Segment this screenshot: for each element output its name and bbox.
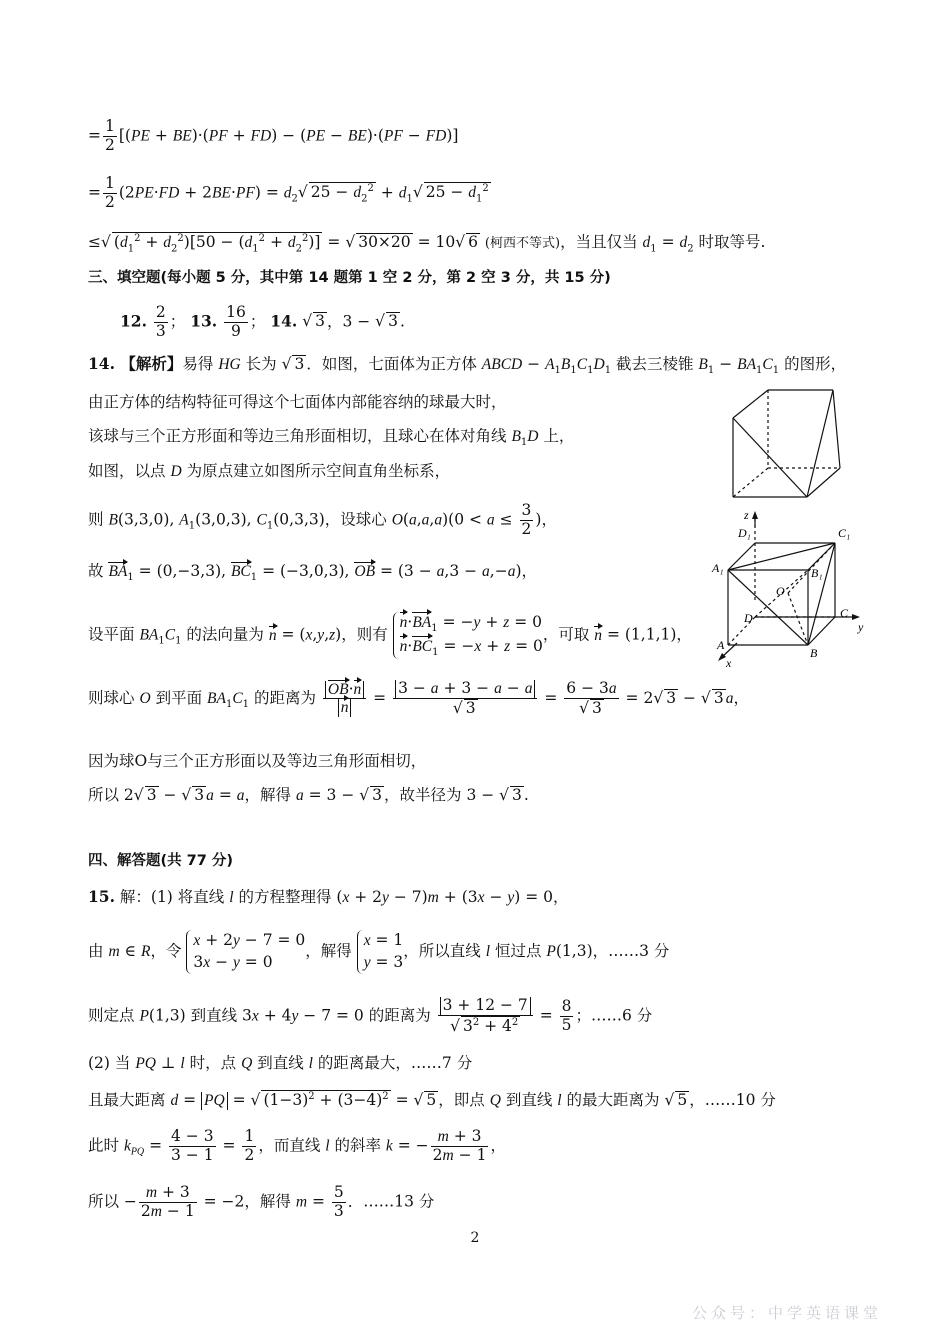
q15-line-4: (2) 当 PQ ⊥ l 时，点 Q 到直线 l 的距离最大，……7 分 xyxy=(88,1054,473,1072)
label-y: y xyxy=(858,620,864,634)
section3-title: 三、填空题(每小题 5 分，其中第 14 题第 1 空 2 分，第 2 空 3 分，共 15 分) xyxy=(88,270,611,286)
q14-line-3: 该球与三个正方形面和等边三角形面相切，且球心在体对角线 $B_1D$ 上， xyxy=(88,427,575,449)
label-z: z xyxy=(744,508,749,522)
derivation-line-1: = $\frac{1}{2}$ [(PE + BE)·(PF + FD) − (PE − BE)·(PF − FD)] xyxy=(88,117,459,154)
label-D: D xyxy=(744,611,753,625)
label-O: O xyxy=(776,584,785,598)
derivation-line-2: = $\frac{1}{2}$ $(2PE\cdot FD + 2BE\cdot PF) = d_2√$ $25 - d_2^2 + d_1√$ $25 - d_1^2$ xyxy=(88,175,491,212)
derivation-line-3: ≤√ $(d_1^2 + d_2^2)[50 - (d_1^2 + d_2^2)]$ = √ 30×20 = 10√ 6 (柯西不等式)，当且仅当 $d_1 = d_2$ 时取等号. xyxy=(88,232,765,255)
page-number: 2 xyxy=(470,1230,480,1246)
q15-line-5: 且最大距离 d = PQ = √ $(1-3)^2 + (3-4)^2$ = √ 5 ，即点 Q 到直线 l 的最大距离为 √ 5 ，……10 分 xyxy=(88,1090,776,1111)
q14-line-4: 如图，以点 D 为原点建立如图所示空间直角坐标系， xyxy=(88,462,451,480)
q14-conclusion: 所以 2√ 3 − √ 3 a = a，解得 a = 3 − √ 3 ，故半径为 3 − √ 3 . xyxy=(88,786,529,806)
watermark: 公众号：中学英语课堂 xyxy=(691,1304,882,1322)
section4-title: 四、解答题(共 77 分) xyxy=(88,853,234,869)
q15-line-2: 由 m ∈ R，令 x + 2y − 7 = 0 3x − y = 0，解得 x = 1 y = 3，所以直线 l 恒过点 P(1,3)，……3 分 xyxy=(88,930,669,974)
q14-vectors: 故 $BA_1 = (0,-3,3)$, $BC_1 = (-3,0,3)$, OB = (3 − a,3 − a,−a)， xyxy=(88,562,538,584)
q15-line-6: 此时 $k_{PQ}$ = $\frac{4 - 3}{3 - 1}$ = $\frac{1}{2}$ ，而直线 l 的斜率 k = − $\frac{m + 3}{2m - 1}$ ， xyxy=(88,1127,506,1164)
label-B: B xyxy=(810,646,818,660)
q14-line-1: 14. 【解析】易得 HG 长为 √ 3 ．如图，七面体为正方体 ABCD − $A_1B_1C_1D_1$ 截去三棱锥 $B_1 - BA_1C_1$ 的图形， xyxy=(88,355,846,377)
fill-answers: 12. $\frac{2}{3}$ ； 13. $\frac{16}{9}$ ； 14. √ 3 ，3 − √ 3 . xyxy=(120,304,405,341)
q15-line-7: 所以 − $\frac{m + 3}{2m - 1}$ = −2，解得 m = $\frac{5}{3}$ ．……13 分 xyxy=(88,1183,435,1220)
label-B1: B₁ xyxy=(811,566,823,580)
inequality-note: (柯西不等式) xyxy=(484,236,561,252)
label-A: A xyxy=(717,638,725,652)
q14-coords: 则 B(3,3,0), $A_1(3,0,3)$, $C_1(0,3,3)$，设球心 O(a,a,a)(0 < a ≤ $\frac{3}{2}$ )， xyxy=(88,501,557,538)
label-D1: D₁ xyxy=(738,526,751,540)
q14-line-2: 由正方体的结构特征可得这个七面体内部能容纳的球最大时， xyxy=(88,393,507,411)
coordinate-cube-figure xyxy=(700,505,875,675)
label-x: x xyxy=(726,656,732,670)
label-C1: C₁ xyxy=(838,526,851,540)
q14-line-5: 因为球O与三个正方形面以及等边三角形面相切， xyxy=(88,752,427,770)
q15-line-3: 则定点 P(1,3) 到直线 3x + 4y − 7 = 0 的距离为 3 + 12 − 7 √ $3^2 + 4^2$ = $\frac{8}{5}$ ；……6 分 xyxy=(88,997,652,1036)
polyhedron-figure xyxy=(725,385,865,500)
label-C: C xyxy=(840,606,849,620)
q14-distance: 则球心 O 到平面 $BA_1C_1$ 的距离为 $\frac{OB\cdot n}{n}$ = 3 − a + 3 − a − a √ 3 = 6 − 3a √ 3 = 2√ 3 − √ 3 a， xyxy=(88,680,749,718)
q15-line-1: 15. 解：(1) 将直线 l 的方程整理得 (x + 2y − 7)m + (3x − y) = 0， xyxy=(88,887,569,906)
q14-normal: 设平面 $BA_1C_1$ 的法向量为 n = (x,y,z)，则有 $n\cdot BA_1 = -y + z = 0$ $n\cdot BC_1 = -x + z = 0$，可取 n = (1,1,1)， xyxy=(88,613,692,658)
label-A1: A₁ xyxy=(712,561,724,575)
